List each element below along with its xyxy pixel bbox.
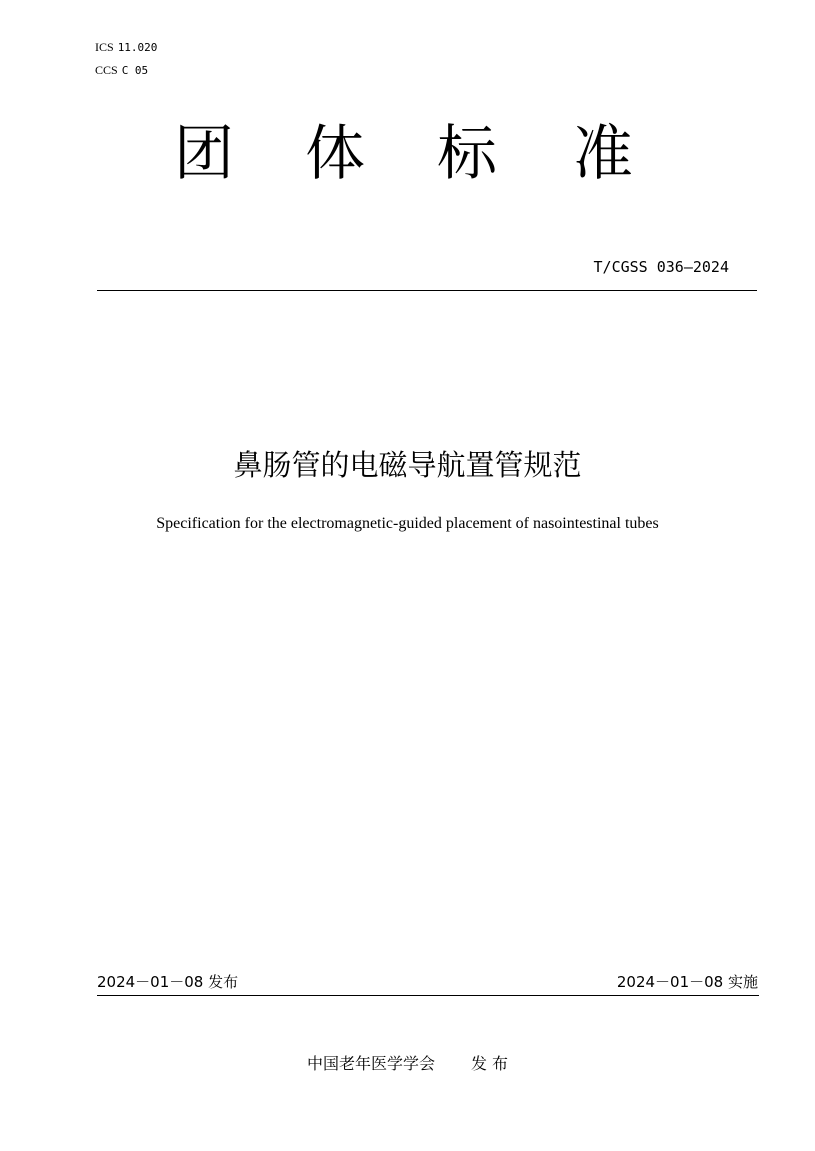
publisher-name: 中国老年医学学会 xyxy=(306,1054,435,1073)
ics-code xyxy=(95,40,157,55)
standard-number: T/CGSS 036—2024 xyxy=(593,258,729,276)
document-title-cn: 鼻肠管的电磁导航置管规范 xyxy=(233,448,582,482)
effective-date: 2024－01－08 实施 xyxy=(616,973,758,991)
ccs-value: C 05 xyxy=(121,64,149,77)
footer-divider xyxy=(97,995,759,996)
header-title-char-2: 体 xyxy=(305,119,365,189)
document-title-en: Specification for the electromagnetic-guided placement of nasointestinal tubes xyxy=(156,515,659,532)
header-title-char-4: 准 xyxy=(573,119,633,189)
ccs-code xyxy=(95,63,148,78)
publisher-line xyxy=(0,1053,815,1075)
publisher-action: 发 布 xyxy=(470,1054,509,1073)
header-title-char-1: 团 xyxy=(174,119,234,189)
ics-label: ICS xyxy=(95,40,114,54)
header-divider xyxy=(97,290,757,291)
ccs-label: CCS xyxy=(95,63,118,77)
header-title-char-3: 标 xyxy=(437,119,497,189)
issue-date: 2024－01－08 发布 xyxy=(97,973,239,991)
ics-value: 11.020 xyxy=(117,41,158,54)
